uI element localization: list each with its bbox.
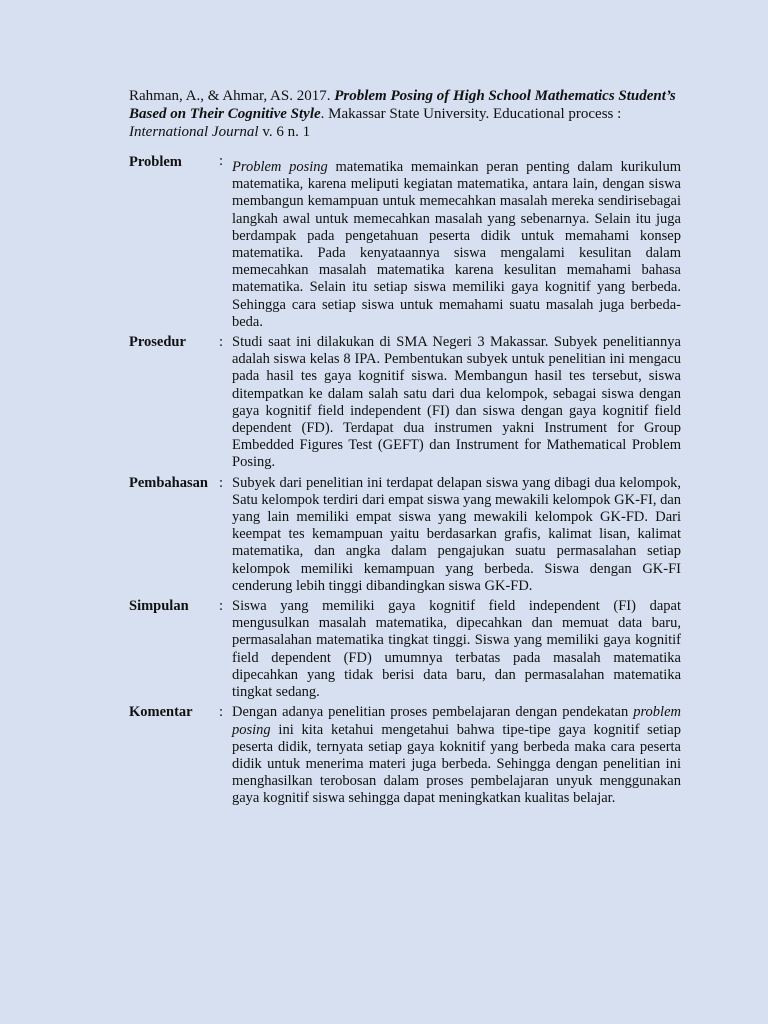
section-body bbox=[232, 704, 681, 807]
section-label: Pembahasan bbox=[129, 474, 208, 491]
citation-publisher: . Makassar State University. Educational process : bbox=[320, 106, 622, 122]
section-colon: : bbox=[219, 334, 224, 351]
section-label: Prosedur bbox=[129, 334, 186, 351]
citation-title: Problem Posing of High School Mathematics Student’s Based on Their Cognitive Style bbox=[129, 88, 676, 122]
body-text: Dengan adanya penelitian proses pembelajaran dengan pendekatan bbox=[232, 704, 634, 721]
section-komentar bbox=[129, 704, 681, 807]
section-prosedur bbox=[129, 334, 681, 472]
section-body: Siswa yang memiliki gaya kognitif field independent (FI) dapat mengusulkan masalah matematika, dipecahkan dan memuat data baru, permasalahan matematika tingkat tinggi. Siswa yang memiliki gaya kognitif field dependent (FD) umumnya terbatas pada masalah matematika dipecahkan yang tidak berisi data baru, dan permasalahan matematika tingkat sedang. bbox=[232, 598, 681, 701]
italic-term: problem posing bbox=[232, 704, 681, 738]
review-sections bbox=[129, 154, 681, 811]
section-simpulan bbox=[129, 598, 681, 701]
citation bbox=[129, 87, 679, 141]
section-colon: : bbox=[219, 153, 224, 169]
section-body bbox=[232, 154, 681, 331]
section-body: Subyek dari penelitian ini terdapat delapan siswa yang dibagi dua kelompok, Satu kelompok terdiri dari empat siswa yang mewakili kelompok GK-FI, dan yang lain memiliki empat siswa yang mewakili kelompok GK-FD. Dari keempat tes kemampuan yaitu berdasarkan grafis, kalimat lisan, kalimat matematika, dan angka dalam pengajukan suatu permasalahan setiap kelompok memiliki kemampuan yang berbeda. Siswa dengan GK-FI cenderung lebih tinggi dibandingkan siswa GK-FD. bbox=[232, 474, 682, 594]
section-body: Studi saat ini dilakukan di SMA Negeri 3 Makassar. Subyek penelitiannya adalah siswa kelas 8 IPA. Pembentukan subyek untuk penelitian ini mengacu pada hasil tes gaya kognitif siswa. Membangun hasil tes tersebut, siswa ditempatkan ke dalam salah satu dari dua kelompok, sebagai siswa dengan gaya kognitif field independent (FI) dan siswa dengan gaya kognitif field dependent (FD). Terdapat dua instrumen yakni Instrument for Group Embedded Figures Test (GEFT) dan Instrument for Mathematical Problem Posing. bbox=[232, 334, 681, 471]
section-colon: : bbox=[219, 598, 224, 615]
citation-journal: International Journal bbox=[129, 124, 259, 140]
section-label: Simpulan bbox=[129, 598, 189, 615]
citation-authors: Rahman, A., & Ahmar, AS. 2017. bbox=[129, 88, 335, 104]
section-colon: : bbox=[219, 474, 224, 491]
italic-term: Problem posing bbox=[232, 159, 328, 175]
section-label: Komentar bbox=[129, 704, 193, 721]
body-text: matematika memainkan peran penting dalam kurikulum matematika, karena meliputi kegiatan matematika, antara lain, dengan siswa membangun kemampuan untuk memecahkan masalah mereka sendirisebagai langkah awal untuk memecahkan masalah yang sebenarnya. Selain itu juga berdampak pada pengetahuan peserta didik untuk memahami konsep matematika. Pada kenyataannya siswa mengalami kesulitan dalam memecahkan masalah matematika karena kesulitan memahami bahasa matematika. Selain itu setiap siswa memiliki gaya kognitif yang berbeda. Sehingga cara setiap siswa untuk memahami suatu masalah juga berbeda-beda. bbox=[232, 159, 681, 330]
section-pembahasan bbox=[129, 475, 681, 595]
citation-volume: v. 6 n. 1 bbox=[258, 124, 311, 140]
body-text: ini kita ketahui mengetahui bahwa tipe-tipe gaya kognitif setiap peserta didik, ternyata setiap gaya koknitif yang berbeda maka cara peserta didik untuk menerima materi juga berbeda. Sehingga dengan penelitian ini menghasilkan terobosan dalam proses pembelajaran unyuk menggunakan gaya kognitif siswa sehingga dapat meningkatkan kualitas belajar. bbox=[232, 721, 681, 807]
section-colon: : bbox=[219, 704, 224, 721]
section-label: Problem bbox=[129, 154, 182, 170]
section-problem bbox=[129, 154, 681, 331]
